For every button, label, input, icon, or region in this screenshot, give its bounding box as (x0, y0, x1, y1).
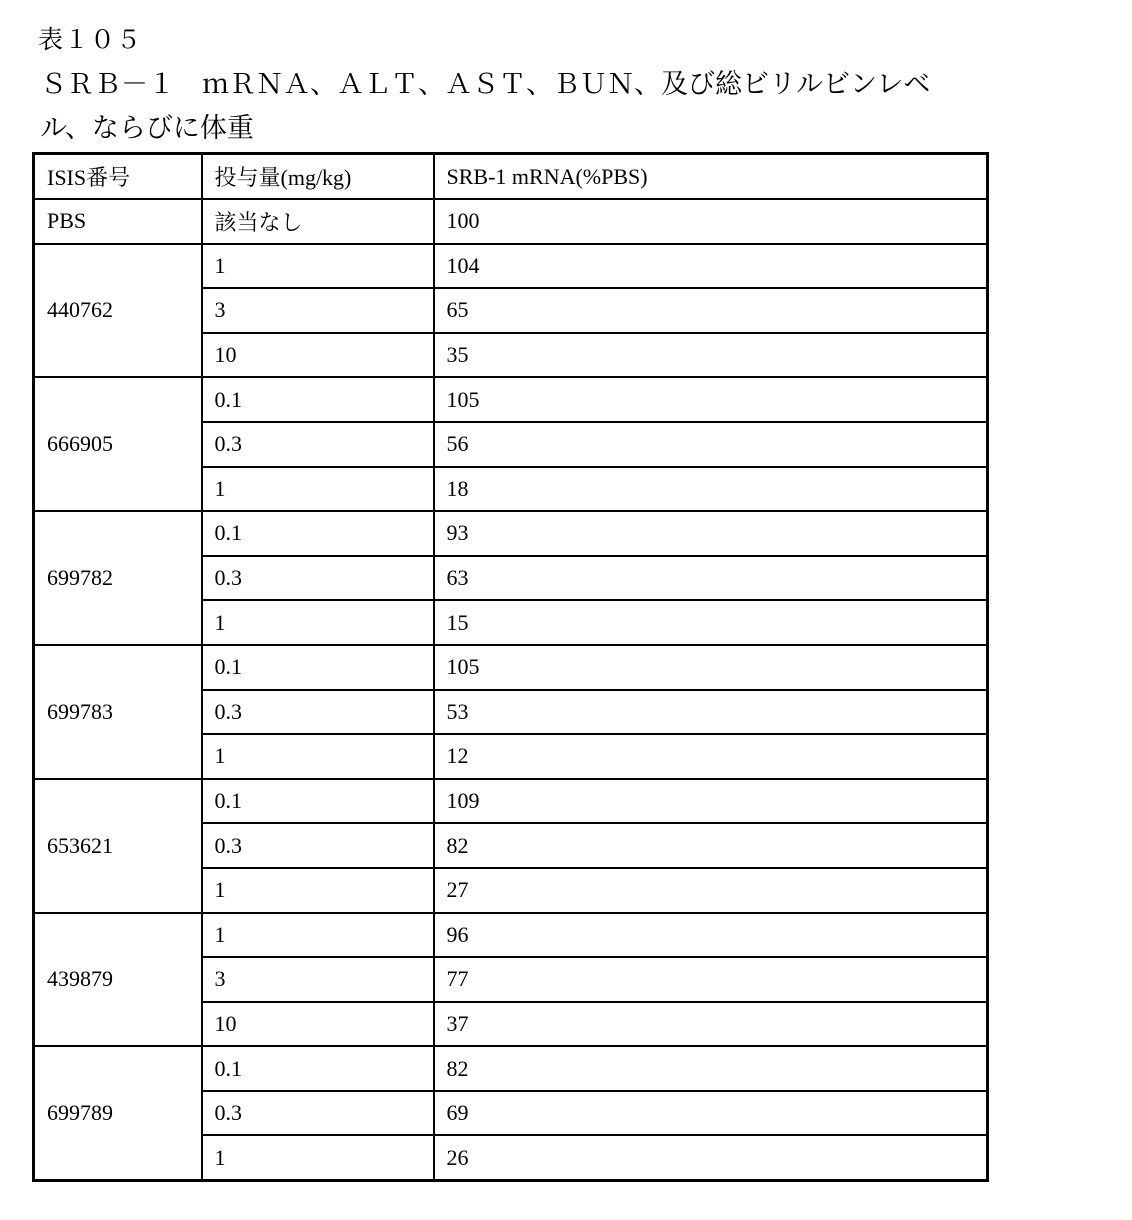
dose-cell: 3 (202, 288, 434, 333)
value-cell: 37 (434, 1002, 988, 1047)
dose-cell: 0.3 (202, 556, 434, 601)
dose-cell: 0.1 (202, 377, 434, 422)
table-row (34, 511, 988, 556)
dose-cell: 1 (202, 734, 434, 779)
value-cell: 96 (434, 913, 988, 958)
value-cell: 69 (434, 1091, 988, 1136)
value-cell: 109 (434, 779, 988, 824)
data-table (32, 152, 989, 1182)
dose-cell: 1 (202, 913, 434, 958)
value-cell: 35 (434, 333, 988, 378)
isis-number-cell: 439879 (34, 913, 202, 1047)
dose-cell: 0.1 (202, 645, 434, 690)
table-number-heading: 表１０５ (38, 27, 143, 54)
value-cell: 105 (434, 645, 988, 690)
table-caption-line-2: ル、ならびに体重 (40, 113, 254, 143)
isis-number-cell: 699789 (34, 1046, 202, 1180)
dose-cell: 1 (202, 467, 434, 512)
col-header-srb1-mrna: SRB-1 mRNA(%PBS) (434, 154, 988, 200)
dose-cell: 0.3 (202, 422, 434, 467)
isis-number-cell: PBS (34, 199, 202, 244)
value-cell: 65 (434, 288, 988, 333)
dose-cell: 0.1 (202, 779, 434, 824)
value-cell: 63 (434, 556, 988, 601)
table-row (34, 645, 988, 690)
dose-cell: 3 (202, 957, 434, 1002)
table-caption (40, 62, 930, 150)
table-row (34, 199, 988, 244)
dose-cell: 0.1 (202, 1046, 434, 1091)
dose-cell: 1 (202, 868, 434, 913)
value-cell: 100 (434, 199, 988, 244)
dose-cell: 0.3 (202, 1091, 434, 1136)
table-row (34, 1046, 988, 1091)
value-cell: 18 (434, 467, 988, 512)
dose-cell: 1 (202, 1135, 434, 1180)
value-cell: 82 (434, 1046, 988, 1091)
table-row (34, 244, 988, 289)
dose-cell: 1 (202, 244, 434, 289)
dose-cell: 10 (202, 333, 434, 378)
header-row (34, 154, 988, 200)
table-row (34, 377, 988, 422)
isis-number-cell: 699783 (34, 645, 202, 779)
table-caption-line-1: ＳＲＢ－１ ｍＲＮＡ、ＡＬＴ、ＡＳＴ、ＢＵＮ、及び総ビリルビンレベ (40, 69, 931, 99)
dose-cell: 該当なし (202, 199, 434, 244)
value-cell: 15 (434, 600, 988, 645)
value-cell: 27 (434, 868, 988, 913)
isis-number-cell: 653621 (34, 779, 202, 913)
dose-cell: 10 (202, 1002, 434, 1047)
dose-cell: 0.1 (202, 511, 434, 556)
dose-cell: 1 (202, 600, 434, 645)
value-cell: 56 (434, 422, 988, 467)
value-cell: 26 (434, 1135, 988, 1180)
value-cell: 104 (434, 244, 988, 289)
value-cell: 93 (434, 511, 988, 556)
dose-cell: 0.3 (202, 823, 434, 868)
dose-cell: 0.3 (202, 690, 434, 735)
col-header-dose: 投与量(mg/kg) (202, 154, 434, 200)
value-cell: 82 (434, 823, 988, 868)
col-header-isis-number: ISIS番号 (34, 154, 202, 200)
value-cell: 53 (434, 690, 988, 735)
table-row (34, 913, 988, 958)
value-cell: 12 (434, 734, 988, 779)
value-cell: 105 (434, 377, 988, 422)
value-cell: 77 (434, 957, 988, 1002)
isis-number-cell: 440762 (34, 244, 202, 378)
isis-number-cell: 666905 (34, 377, 202, 511)
table-row (34, 779, 988, 824)
isis-number-cell: 699782 (34, 511, 202, 645)
